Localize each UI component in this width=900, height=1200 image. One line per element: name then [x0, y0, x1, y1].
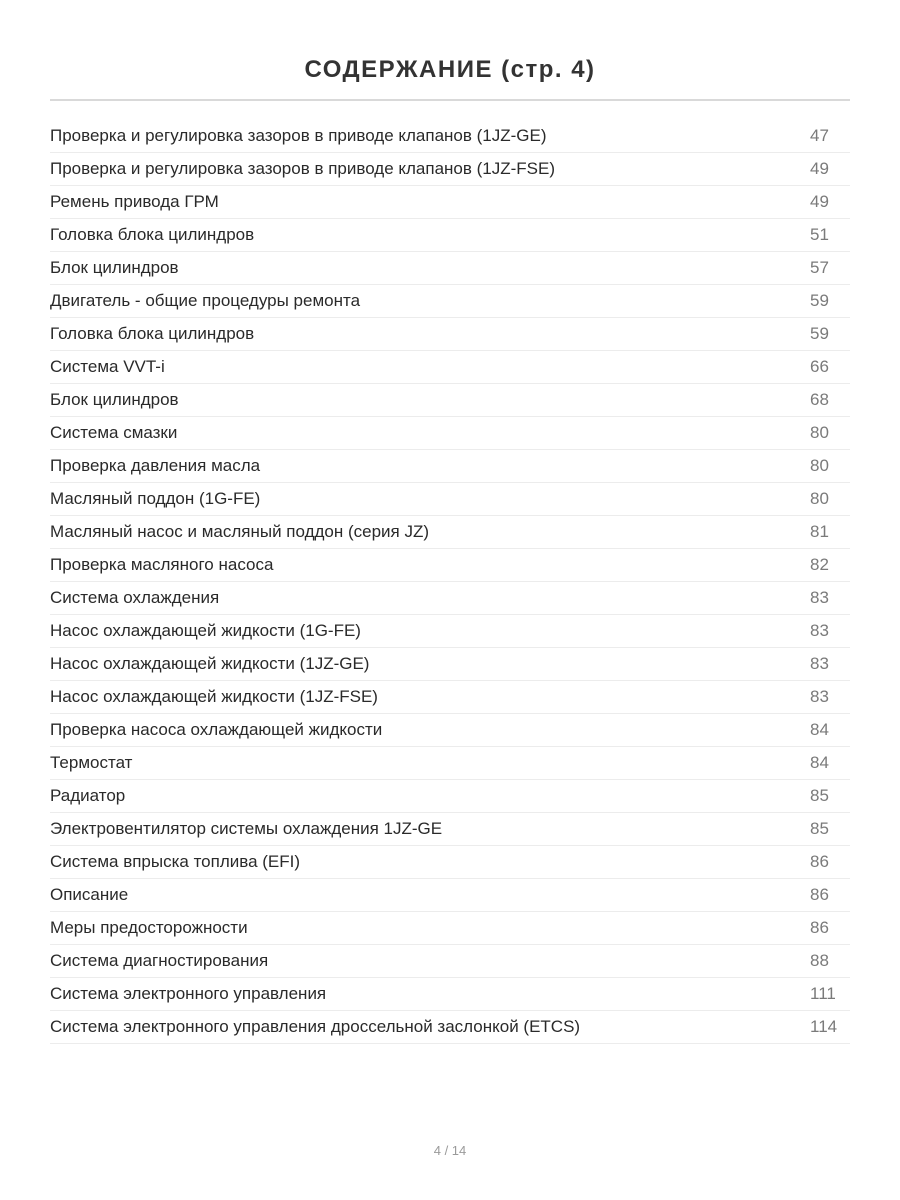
toc-entry-page-number[interactable]: 49 [810, 192, 829, 211]
toc-entry-page-number[interactable]: 81 [810, 522, 829, 541]
toc-entry-title[interactable]: Насос охлаждающей жидкости (1JZ-FSE) [50, 687, 378, 706]
toc-entry[interactable] [50, 351, 850, 384]
toc-entry-title[interactable]: Двигатель - общие процедуры ремонта [50, 291, 361, 310]
toc-entry[interactable] [50, 747, 850, 780]
toc-entry[interactable] [50, 1011, 850, 1044]
toc-entry-title[interactable]: Система электронного управления дроссельной заслонкой (ETCS) [50, 1017, 581, 1036]
toc-entry[interactable] [50, 879, 850, 912]
toc-entry-page-number[interactable]: 83 [810, 621, 829, 640]
toc-entry[interactable] [50, 846, 850, 879]
toc-entry[interactable] [50, 648, 850, 681]
toc-entry-title[interactable]: Проверка насоса охлаждающей жидкости [50, 720, 383, 739]
toc-entry[interactable] [50, 813, 850, 846]
toc-entry-page-number[interactable]: 47 [810, 126, 829, 145]
toc-entry[interactable] [50, 285, 850, 318]
toc-entry-page-number[interactable]: 85 [810, 819, 829, 838]
toc-entry-title[interactable]: Проверка и регулировка зазоров в приводе клапанов (1JZ-FSE) [50, 159, 556, 178]
toc-entry-page-number[interactable]: 57 [810, 258, 829, 277]
toc-entry-page-number[interactable]: 111 [810, 984, 836, 1003]
toc-entry[interactable] [50, 417, 850, 450]
toc-entry[interactable] [50, 582, 850, 615]
toc-entry[interactable] [50, 912, 850, 945]
toc-entry-title[interactable]: Система впрыска топлива (EFI) [50, 852, 301, 871]
toc-entry-page-number[interactable]: 83 [810, 654, 829, 673]
toc-entry-title[interactable]: Термостат [50, 753, 133, 772]
toc-entry-title[interactable]: Масляный поддон (1G-FE) [50, 489, 261, 508]
toc-entry-title[interactable]: Блок цилиндров [50, 258, 179, 277]
toc-entry-page-number[interactable]: 84 [810, 753, 829, 772]
toc-entry[interactable] [50, 681, 850, 714]
toc-entry[interactable] [50, 714, 850, 747]
toc-entry-title[interactable]: Система VVT-i [50, 357, 165, 376]
toc-entry-page-number[interactable]: 66 [810, 357, 829, 376]
toc-entry-title[interactable]: Радиатор [50, 786, 126, 805]
toc-entry[interactable] [50, 516, 850, 549]
toc-entry[interactable] [50, 978, 850, 1011]
toc-entry-title[interactable]: Масляный насос и масляный поддон (серия JZ) [50, 522, 430, 541]
toc-entry[interactable] [50, 219, 850, 252]
page-title: СОДЕРЖАНИЕ (стр. 4) [304, 56, 596, 84]
toc-entry-title[interactable]: Система смазки [50, 423, 178, 442]
toc-entry-title[interactable]: Ремень привода ГРМ [50, 192, 219, 211]
toc-entry-page-number[interactable]: 68 [810, 390, 829, 409]
toc-entry-page-number[interactable]: 85 [810, 786, 829, 805]
toc-entry-title[interactable]: Головка блока цилиндров [50, 324, 255, 343]
toc-entry-title[interactable]: Проверка давления масла [50, 456, 261, 475]
toc-entry[interactable] [50, 186, 850, 219]
toc-entry[interactable] [50, 153, 850, 186]
toc-entry-title[interactable]: Проверка масляного насоса [50, 555, 274, 574]
toc-entry[interactable] [50, 483, 850, 516]
toc-entry-title[interactable]: Система электронного управления [50, 984, 327, 1003]
toc-entry-page-number[interactable]: 86 [810, 885, 829, 904]
toc-entry-page-number[interactable]: 86 [810, 918, 829, 937]
toc-entry-page-number[interactable]: 114 [810, 1017, 838, 1036]
toc-entry[interactable] [50, 615, 850, 648]
toc-entry-page-number[interactable]: 84 [810, 720, 829, 739]
toc-entry-title[interactable]: Меры предосторожности [50, 918, 248, 937]
toc-entry[interactable] [50, 945, 850, 978]
toc-entry-page-number[interactable]: 82 [810, 555, 829, 574]
toc-entry-title[interactable]: Система охлаждения [50, 588, 220, 607]
toc-list [50, 120, 850, 1044]
toc-entry-title[interactable]: Описание [50, 885, 129, 904]
toc-entry-title[interactable]: Проверка и регулировка зазоров в приводе клапанов (1JZ-GE) [50, 126, 547, 145]
toc-entry-title[interactable]: Насос охлаждающей жидкости (1JZ-GE) [50, 654, 370, 673]
toc-entry-page-number[interactable]: 80 [810, 456, 829, 475]
toc-entry-page-number[interactable]: 51 [810, 225, 829, 244]
toc-entry-page-number[interactable]: 83 [810, 687, 829, 706]
toc-entry-page-number[interactable]: 86 [810, 852, 829, 871]
toc-entry-page-number[interactable]: 88 [810, 951, 829, 970]
toc-entry[interactable] [50, 318, 850, 351]
toc-entry-title[interactable]: Электровентилятор системы охлаждения 1JZ-GE [50, 819, 443, 838]
toc-entry[interactable] [50, 120, 850, 153]
toc-entry[interactable] [50, 384, 850, 417]
toc-entry-title[interactable]: Блок цилиндров [50, 390, 179, 409]
toc-entry-title[interactable]: Насос охлаждающей жидкости (1G-FE) [50, 621, 361, 640]
title-divider [50, 99, 850, 101]
toc-entry-page-number[interactable]: 49 [810, 159, 829, 178]
toc-entry-page-number[interactable]: 59 [810, 324, 829, 343]
toc-entry-page-number[interactable]: 80 [810, 423, 829, 442]
toc-entry[interactable] [50, 450, 850, 483]
toc-entry-title[interactable]: Головка блока цилиндров [50, 225, 255, 244]
toc-entry[interactable] [50, 780, 850, 813]
toc-entry[interactable] [50, 549, 850, 582]
toc-entry-page-number[interactable]: 83 [810, 588, 829, 607]
toc-entry-title[interactable]: Система диагностирования [50, 951, 269, 970]
toc-entry-page-number[interactable]: 59 [810, 291, 829, 310]
page-indicator: 4 / 14 [433, 1143, 467, 1158]
toc-entry[interactable] [50, 252, 850, 285]
toc-entry-page-number[interactable]: 80 [810, 489, 829, 508]
